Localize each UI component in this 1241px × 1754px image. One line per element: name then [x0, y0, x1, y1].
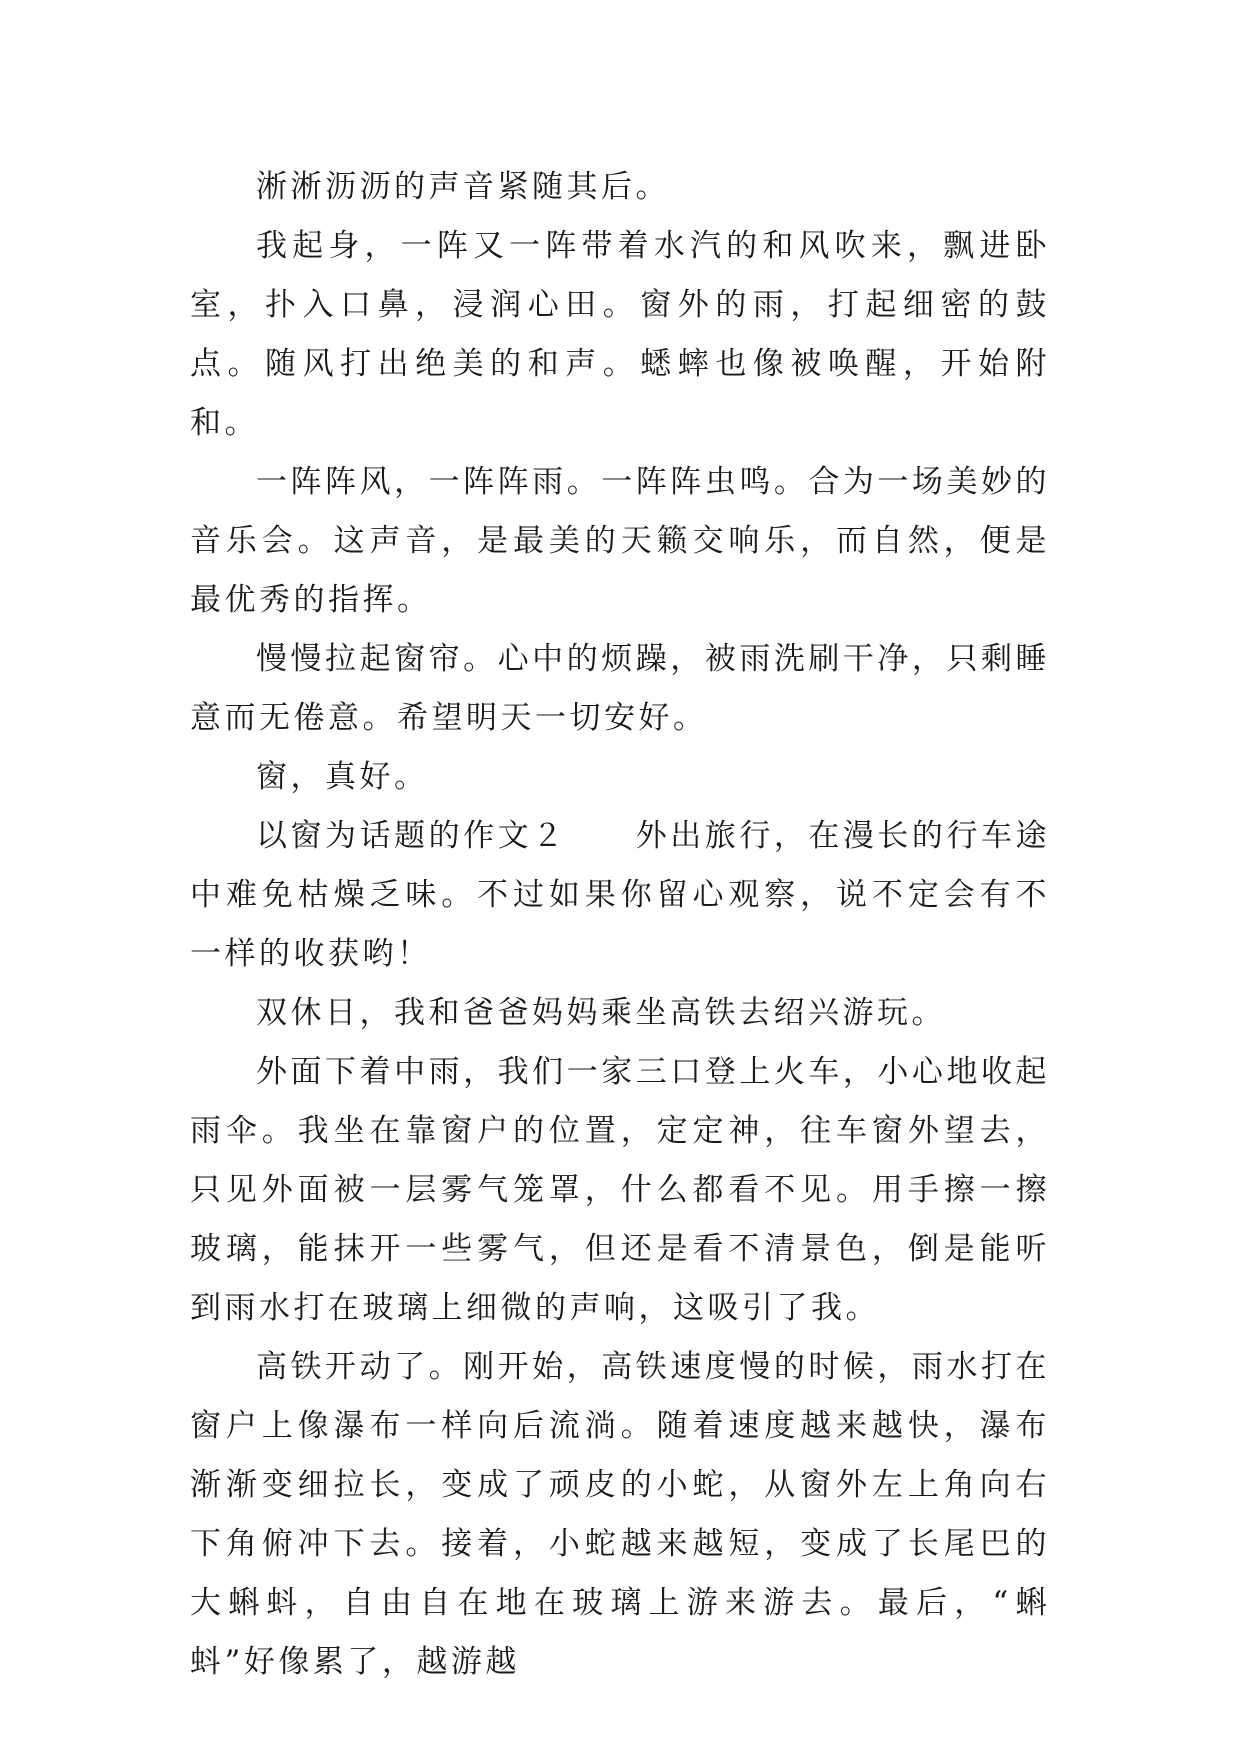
paragraph: 一阵阵风，一阵阵雨。一阵阵虫鸣。合为一场美妙的音乐会。这声音，是最美的天籁交响乐，而自然，便是最优秀的指挥。 [190, 464, 1050, 618]
paragraph: 窗，真好。 [256, 759, 429, 795]
document-body [190, 158, 1050, 1692]
paragraph: 淅淅沥沥的声音紧随其后。 [256, 169, 670, 205]
paragraph: 以窗为话题的作文２ 外出旅行，在漫长的行车途中难免枯燥乏味。不过如果你留心观察，说不定会有不一样的收获哟！ [190, 818, 1050, 972]
paragraph: 慢慢拉起窗帘。心中的烦躁，被雨洗刷干净，只剩睡意而无倦意。希望明天一切安好。 [190, 641, 1050, 736]
paragraph: 双休日，我和爸爸妈妈乘坐高铁去绍兴游玩。 [256, 995, 946, 1031]
paragraph: 我起身，一阵又一阵带着水汽的和风吹来，飘进卧室，扑入口鼻，浸润心田。窗外的雨，打起细密的鼓点。随风打出绝美的和声。蟋蟀也像被唤醒，开始附和。 [190, 228, 1050, 441]
paragraph: 高铁开动了。刚开始，高铁速度慢的时候，雨水打在窗户上像瀑布一样向后流淌。随着速度越来越快，瀑布渐渐变细拉长，变成了顽皮的小蛇，从窗外左上角向右下角俯冲下去。接着，小蛇越来越短，变成了长尾巴的大蝌蚪，自由自在地在玻璃上游来游去。最后，“蝌蚪”好像累了，越游越 [190, 1349, 1050, 1680]
paragraph: 外面下着中雨，我们一家三口登上火车，小心地收起雨伞。我坐在靠窗户的位置，定定神，往车窗外望去，只见外面被一层雾气笼罩，什么都看不见。用手擦一擦玻璃，能抹开一些雾气，但还是看不清景色，倒是能听到雨水打在玻璃上细微的声响，这吸引了我。 [190, 1054, 1050, 1326]
